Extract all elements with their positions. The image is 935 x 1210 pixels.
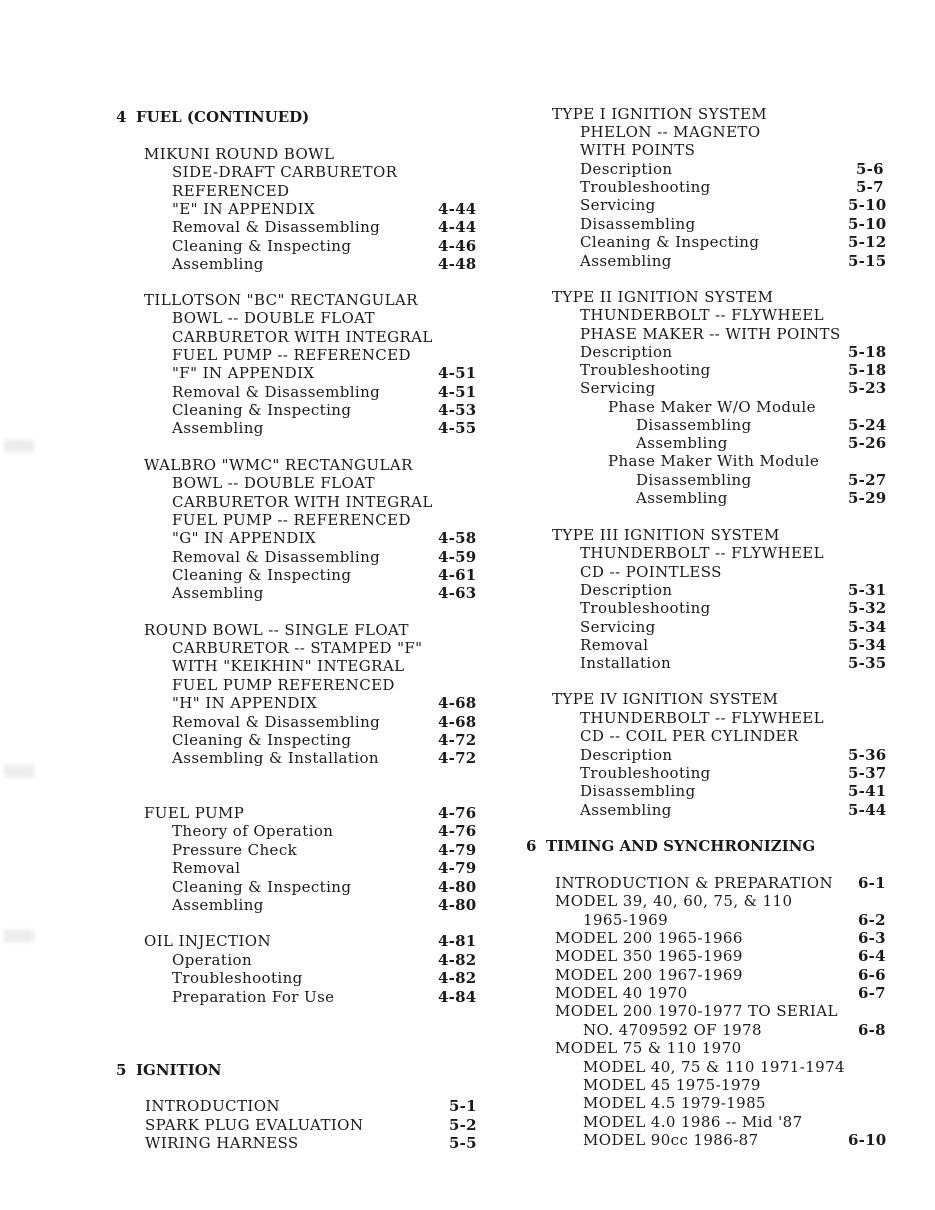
page-number: 5-18 <box>848 361 887 379</box>
page-number: 4-81 <box>438 932 477 950</box>
toc-item-label: MODEL 350 1965-1969 <box>555 947 743 965</box>
entry-heading: BOWL -- DOUBLE FLOAT <box>172 309 375 327</box>
toc-item-label: Theory of Operation <box>172 822 334 840</box>
toc-item-label: MODEL 200 1967-1969 <box>555 966 743 984</box>
toc-item-label: Assembling <box>580 252 672 270</box>
section-title: TIMING AND SYNCHRONIZING <box>546 837 816 855</box>
toc-item-label: Assembling <box>636 434 728 452</box>
page-number: 5-29 <box>848 489 887 507</box>
page-number: 5-18 <box>848 343 887 361</box>
toc-item-label: Removal & Disassembling <box>172 548 381 566</box>
entry-heading: CD -- POINTLESS <box>580 563 722 581</box>
entry-heading: THUNDERBOLT -- FLYWHEEL <box>580 544 825 562</box>
toc-item-label: Disassembling <box>636 471 752 489</box>
page-number: 4-80 <box>438 878 477 896</box>
page-number: 4-82 <box>438 969 477 987</box>
toc-item-label: INTRODUCTION & PREPARATION <box>555 874 833 892</box>
toc-item-label: Description <box>580 343 673 361</box>
page-number: 5-10 <box>848 196 887 214</box>
toc-item-label: Troubleshooting <box>172 969 303 987</box>
page-number: 5-24 <box>848 416 887 434</box>
entry-heading: TYPE IV IGNITION SYSTEM <box>552 690 779 708</box>
page-number: 4-68 <box>438 694 477 712</box>
toc-item-label: Removal & Disassembling <box>172 713 381 731</box>
entry-heading: "G" IN APPENDIX <box>172 529 317 547</box>
entry-heading: FUEL PUMP -- REFERENCED <box>172 346 411 364</box>
toc-item-label: Assembling <box>172 419 264 437</box>
toc-item-label: Removal & Disassembling <box>172 218 381 236</box>
toc-item-label: Installation <box>580 654 672 672</box>
entry-heading: FUEL PUMP REFERENCED <box>172 676 395 694</box>
entry-heading: BOWL -- DOUBLE FLOAT <box>172 474 375 492</box>
page-number: 5-31 <box>848 581 887 599</box>
scan-speck <box>4 440 34 452</box>
toc-item-label: MODEL 90cc 1986-87 <box>583 1131 759 1149</box>
entry-heading: FUEL PUMP <box>144 804 245 822</box>
page-number: 5-41 <box>848 782 887 800</box>
toc-item-label: MODEL 40, 75 & 110 1971-1974 <box>583 1058 845 1076</box>
section-title: IGNITION <box>136 1061 222 1079</box>
scan-speck <box>4 930 34 942</box>
page-number: 4-59 <box>438 548 477 566</box>
page-number: 5-44 <box>848 801 887 819</box>
entry-heading: TILLOTSON "BC" RECTANGULAR <box>144 291 418 309</box>
entry-heading: "H" IN APPENDIX <box>172 694 318 712</box>
entry-heading: PHELON -- MAGNETO <box>580 123 761 141</box>
toc-item-label: Assembling & Installation <box>172 749 379 767</box>
page-number: 4-82 <box>438 951 477 969</box>
page-number: 4-46 <box>438 237 477 255</box>
page-number: 5-37 <box>848 764 887 782</box>
page-number: 4-79 <box>438 859 477 877</box>
toc-item-label: Disassembling <box>580 215 696 233</box>
page-number: 5-23 <box>848 379 887 397</box>
toc-subheading: Phase Maker With Module <box>608 452 820 470</box>
page-number: 4-58 <box>438 529 477 547</box>
toc-item-label: MODEL 200 1970-1977 TO SERIAL <box>555 1002 838 1020</box>
section-4-heading <box>116 108 309 126</box>
page-number: 4-76 <box>438 822 477 840</box>
section-number: 4 <box>116 108 127 126</box>
toc-item-label: MODEL 45 1975-1979 <box>583 1076 761 1094</box>
page-number: 5-26 <box>848 434 887 452</box>
entry-heading: FUEL PUMP -- REFERENCED <box>172 511 411 529</box>
toc-item-label: Troubleshooting <box>580 178 711 196</box>
toc-item-label: Troubleshooting <box>580 361 711 379</box>
page-number: 5-2 <box>449 1116 477 1134</box>
entry-heading: THUNDERBOLT -- FLYWHEEL <box>580 709 825 727</box>
toc-item-label: NO. 4709592 OF 1978 <box>583 1021 762 1039</box>
section-number: 6 <box>526 837 537 855</box>
toc-item-label: Servicing <box>580 196 656 214</box>
entry-heading: PHASE MAKER -- WITH POINTS <box>580 325 841 343</box>
entry-heading: CARBURETOR WITH INTEGRAL <box>172 328 433 346</box>
toc-item-label: Servicing <box>580 379 656 397</box>
toc-item-label: MODEL 40 1970 <box>555 984 688 1002</box>
page-number: 4-84 <box>438 988 477 1006</box>
entry-heading: "F" IN APPENDIX <box>172 364 315 382</box>
toc-item-label: Troubleshooting <box>580 764 711 782</box>
entry-heading: ROUND BOWL -- SINGLE FLOAT <box>144 621 409 639</box>
toc-item-label: SPARK PLUG EVALUATION <box>145 1116 364 1134</box>
page-number: 5-7 <box>856 178 884 196</box>
toc-item-label: Removal <box>172 859 241 877</box>
page-number: 6-4 <box>858 947 886 965</box>
page-number: 4-68 <box>438 713 477 731</box>
toc-item-label: Cleaning & Inspecting <box>172 566 352 584</box>
page-number: 5-15 <box>848 252 887 270</box>
page-number: 4-79 <box>438 841 477 859</box>
toc-item-label: MODEL 75 & 110 1970 <box>555 1039 742 1057</box>
page-number: 6-2 <box>858 911 886 929</box>
page-number: 5-12 <box>848 233 887 251</box>
page-number: 5-10 <box>848 215 887 233</box>
toc-item-label: Cleaning & Inspecting <box>172 878 352 896</box>
page-number: 5-32 <box>848 599 887 617</box>
toc-item-label: INTRODUCTION <box>145 1097 280 1115</box>
toc-item-label: Description <box>580 581 673 599</box>
page-number: 6-6 <box>858 966 886 984</box>
toc-item-label: Disassembling <box>636 416 752 434</box>
page-number: 4-51 <box>438 364 477 382</box>
toc-item-label: Assembling <box>580 801 672 819</box>
toc-item-label: Cleaning & Inspecting <box>580 233 760 251</box>
toc-item-label: Assembling <box>636 489 728 507</box>
entry-heading: TYPE I IGNITION SYSTEM <box>552 105 768 123</box>
page-number: 5-5 <box>449 1134 477 1152</box>
section-title: FUEL (CONTINUED) <box>136 108 310 126</box>
page-number: 4-80 <box>438 896 477 914</box>
page-number: 4-44 <box>438 218 477 236</box>
toc-item-label: Removal & Disassembling <box>172 383 381 401</box>
toc-item-label: Cleaning & Inspecting <box>172 731 352 749</box>
toc-item-label: MODEL 4.0 1986 -- Mid '87 <box>583 1113 803 1131</box>
toc-item-label: Operation <box>172 951 253 969</box>
scan-speck <box>4 765 34 777</box>
toc-item-label: 1965-1969 <box>583 911 669 929</box>
toc-subheading: Phase Maker W/O Module <box>608 398 816 416</box>
toc-item-label: MODEL 4.5 1979-1985 <box>583 1094 767 1112</box>
toc-item-label: Description <box>580 746 673 764</box>
page-number: 5-34 <box>848 618 887 636</box>
entry-heading: WITH "KEIKHIN" INTEGRAL <box>172 657 405 675</box>
entry-heading: WALBRO "WMC" RECTANGULAR <box>144 456 413 474</box>
section-5-heading <box>116 1061 222 1079</box>
page-number: 4-63 <box>438 584 477 602</box>
toc-item-label: WIRING HARNESS <box>145 1134 299 1152</box>
page-number: 4-76 <box>438 804 477 822</box>
page-number: 4-48 <box>438 255 477 273</box>
toc-item-label: Assembling <box>172 584 264 602</box>
page-number: 5-27 <box>848 471 887 489</box>
toc-item-label: Preparation For Use <box>172 988 335 1006</box>
page-number: 6-10 <box>848 1131 887 1149</box>
entry-heading: "E" IN APPENDIX <box>172 200 316 218</box>
toc-item-label: Description <box>580 160 673 178</box>
toc-item-label: MODEL 200 1965-1966 <box>555 929 743 947</box>
entry-heading: SIDE-DRAFT CARBURETOR <box>172 163 398 181</box>
entry-heading: CARBURETOR -- STAMPED "F" <box>172 639 423 657</box>
toc-item-label: Troubleshooting <box>580 599 711 617</box>
toc-item-label: Assembling <box>172 255 264 273</box>
page-number: 4-53 <box>438 401 477 419</box>
page-number: 4-51 <box>438 383 477 401</box>
entry-heading: REFERENCED <box>172 182 290 200</box>
toc-item-label: Cleaning & Inspecting <box>172 237 352 255</box>
toc-item-label: Assembling <box>172 896 264 914</box>
page-number: 6-8 <box>858 1021 886 1039</box>
page-number: 4-61 <box>438 566 477 584</box>
section-6-heading <box>526 837 815 855</box>
section-number: 5 <box>116 1061 127 1079</box>
toc-item-label: Servicing <box>580 618 656 636</box>
page-number: 4-72 <box>438 749 477 767</box>
entry-heading: MIKUNI ROUND BOWL <box>144 145 335 163</box>
entry-heading: OIL INJECTION <box>144 932 271 950</box>
page-number: 6-3 <box>858 929 886 947</box>
page-number: 6-1 <box>858 874 886 892</box>
page-number: 5-34 <box>848 636 887 654</box>
entry-heading: TYPE II IGNITION SYSTEM <box>552 288 774 306</box>
page-number: 5-35 <box>848 654 887 672</box>
toc-item-label: Removal <box>580 636 649 654</box>
page-number: 5-36 <box>848 746 887 764</box>
toc-item-label: Disassembling <box>580 782 696 800</box>
page-number: 5-1 <box>449 1097 477 1115</box>
entry-heading: CD -- COIL PER CYLINDER <box>580 727 799 745</box>
page-number: 5-6 <box>856 160 884 178</box>
entry-heading: CARBURETOR WITH INTEGRAL <box>172 493 433 511</box>
entry-heading: TYPE III IGNITION SYSTEM <box>552 526 780 544</box>
toc-item-label: Pressure Check <box>172 841 298 859</box>
entry-heading: THUNDERBOLT -- FLYWHEEL <box>580 306 825 324</box>
toc-item-label: Cleaning & Inspecting <box>172 401 352 419</box>
page-number: 4-72 <box>438 731 477 749</box>
entry-heading: WITH POINTS <box>580 141 696 159</box>
page-number: 6-7 <box>858 984 886 1002</box>
page-number: 4-44 <box>438 200 477 218</box>
toc-item-label: MODEL 39, 40, 60, 75, & 110 <box>555 892 793 910</box>
page-number: 4-55 <box>438 419 477 437</box>
